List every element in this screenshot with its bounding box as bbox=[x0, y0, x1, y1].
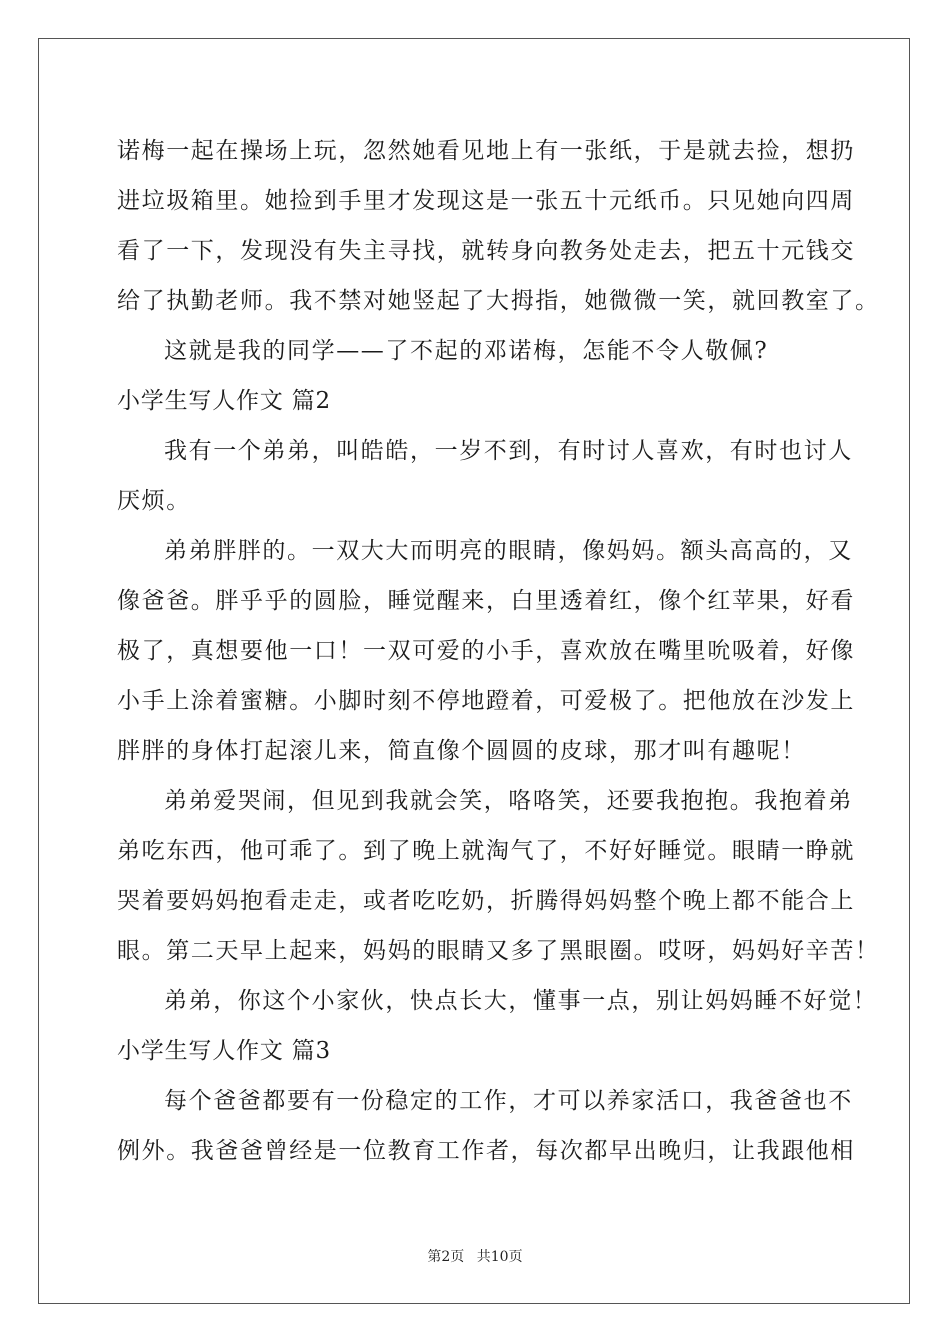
section-heading: 小学生写人作文 篇3 bbox=[117, 1038, 331, 1064]
text-line: 诺梅一起在操场上玩，忽然她看见地上有一张纸，于是就去捡，想扔 bbox=[117, 138, 855, 164]
text-line: 看了一下，发现没有失主寻找，就转身向教务处走去，把五十元钱交 bbox=[117, 238, 855, 264]
text-line: 进垃圾箱里。她捡到手里才发现这是一张五十元纸币。只见她向四周 bbox=[117, 188, 855, 214]
text-line: 我有一个弟弟，叫皓皓，一岁不到，有时讨人喜欢，有时也讨人 bbox=[164, 438, 853, 464]
text-line: 像爸爸。胖乎乎的圆脸，睡觉醒来，白里透着红，像个红苹果，好看 bbox=[117, 588, 855, 614]
text-line: 小手上涂着蜜糖。小脚时刻不停地蹬着，可爱极了。把他放在沙发上 bbox=[117, 688, 855, 714]
document-body bbox=[117, 126, 880, 1176]
text-line: 弟弟爱哭闹，但见到我就会笑，咯咯笑，还要我抱抱。我抱着弟 bbox=[164, 788, 853, 814]
text-line: 这就是我的同学——了不起的邓诺梅，怎能不令人敬佩? bbox=[164, 338, 769, 364]
text-line: 胖胖的身体打起滚儿来，简直像个圆圆的皮球，那才叫有趣呢！ bbox=[117, 738, 806, 764]
text-line: 眼。第二天早上起来，妈妈的眼睛又多了黑眼圈。哎呀，妈妈好辛苦！ bbox=[117, 938, 880, 964]
text-line: 弟弟胖胖的。一双大大而明亮的眼睛，像妈妈。额头高高的，又 bbox=[164, 538, 853, 564]
text-line: 给了执勤老师。我不禁对她竖起了大拇指，她微微一笑，就回教室了。 bbox=[117, 288, 880, 314]
text-line: 弟弟，你这个小家伙，快点长大，懂事一点，别让妈妈睡不好觉！ bbox=[164, 988, 878, 1014]
text-line: 弟吃东西，他可乖了。到了晚上就淘气了，不好好睡觉。眼睛一睁就 bbox=[117, 838, 855, 864]
page-number: 第2页 bbox=[427, 1249, 465, 1265]
text-line: 极了，真想要他一口！一双可爱的小手，喜欢放在嘴里吮吸着，好像 bbox=[117, 638, 855, 664]
text-line: 每个爸爸都要有一份稳定的工作，才可以养家活口，我爸爸也不 bbox=[164, 1088, 853, 1114]
text-line: 厌烦。 bbox=[117, 488, 191, 514]
section-heading: 小学生写人作文 篇2 bbox=[117, 388, 331, 414]
text-line: 哭着要妈妈抱看走走，或者吃吃奶，折腾得妈妈整个晚上都不能合上 bbox=[117, 888, 855, 914]
page-footer bbox=[0, 1246, 950, 1266]
text-line: 例外。我爸爸曾经是一位教育工作者，每次都早出晚归，让我跟他相 bbox=[117, 1138, 855, 1164]
page-total: 共10页 bbox=[476, 1249, 523, 1265]
